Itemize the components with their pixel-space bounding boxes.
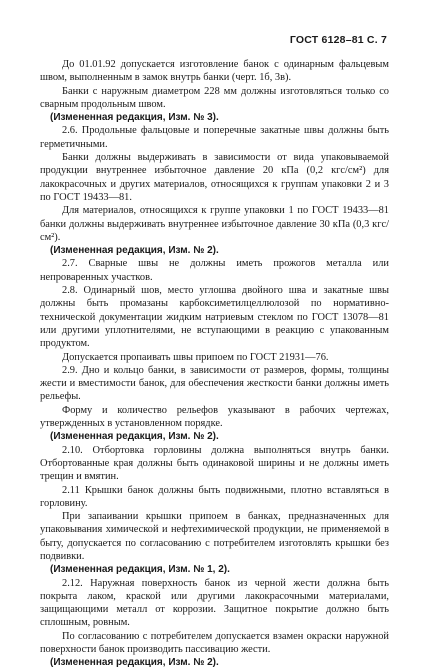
amendment-note: (Измененная редакция, Изм. № 2). [50, 657, 219, 669]
paragraph: 2.10. Отбортовка горловины должна выполняться внутрь банки. Отбортованные края должны быть одинаковой ширины и не должны иметь трещин и вмятин. [40, 444, 389, 483]
amendment-note: (Измененная редакция, Изм. № 2). [50, 245, 219, 257]
paragraph: 2.11 Крышки банок должны быть подвижными, плотно вставляться в горловину. [40, 484, 389, 509]
paragraph: При запаивании крышки припоем в банках, предназначенных для упаковывания химической и нефтехимической продукции, не применяемой в быту, допускается по согласованию с потребителем изготовлять крышки без подвивки. [40, 511, 389, 562]
paragraph: 2.9. Дно и кольцо банки, в зависимости от размеров, формы, толщины жести и вместимости банок, для обеспечения жесткости банки должны иметь рельефы. [40, 364, 389, 403]
paragraph: Банки должны выдерживать в зависимости от вида упаковываемой продукции внутреннее избыточное давление 20 кПа (0,2 кгс/см²) для лакокрасочных и других материалов, относящихся к группам упаковки 2 и 3 по ГОСТ 19433—81. [40, 152, 389, 203]
paragraph: По согласованию с потребителем допускается взамен окраски наружной поверхности банок производить пассивацию жести. [40, 630, 389, 656]
paragraph: Для материалов, относящихся к группе упаковки 1 по ГОСТ 19433—81 банки должны выдерживать внутреннее избыточное давление 30 кПа (0,3 кгс/см²). [40, 205, 389, 243]
amendment-note: (Измененная редакция, Изм. № 3). [50, 112, 219, 124]
paragraph: 2.7. Сварные швы не должны иметь прожогов металла или непроваренных участков. [40, 258, 389, 283]
paragraph: 2.6. Продольные фальцовые и поперечные закатные швы должны быть герметичными. [40, 125, 389, 150]
paragraph: 2.12. Наружная поверхность банок из черной жести должна быть покрыта лаком, краской или другими лакокрасочными материалами, защищающими металл от коррозии. Защитное покрытие должно быть сплошным, ровным. [40, 577, 389, 629]
paragraph: Форму и количество рельефов указывают в рабочих чертежах, утвержденных в установленном порядке. [40, 404, 389, 430]
paragraph: Допускается пропаивать швы припоем по ГОСТ 21931—76. [62, 351, 329, 363]
amendment-note: (Измененная редакция, Изм. № 2). [50, 431, 219, 443]
paragraph: 2.8. Одинарный шов, место углошва двойного шва и закатные швы должны быть промазаны карбоксиметилцеллюлозой по нормативно-технической документации жидким натриевым стеклом по ГОСТ 13078—81 или другими уплотнителями, не вступающими в реакцию с упакованным продуктом. [40, 285, 389, 350]
page-header: ГОСТ 6128–81 С. 7 [289, 34, 387, 46]
amendment-note: (Измененная редакция, Изм. № 1, 2). [50, 564, 230, 576]
paragraph: Банки с наружным диаметром 228 мм должны изготовляться только со сварным продольным швом. [40, 85, 389, 110]
paragraph: До 01.01.92 допускается изготовление банок с одинарным фальцевым швом, выполненным в замок внутрь банки (черт. 1б, 3в). [40, 59, 389, 84]
document-body [40, 58, 389, 670]
